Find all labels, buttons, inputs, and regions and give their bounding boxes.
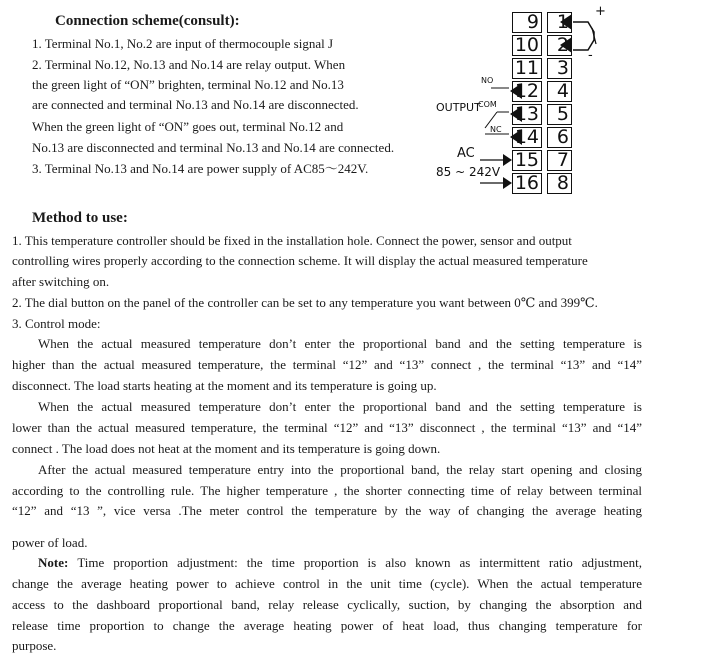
terminal-6: 6 — [547, 127, 572, 148]
terminal-9: 9 — [512, 12, 542, 33]
scheme-line-6: No.13 are disconnected and terminal No.13 and No.14 are connected. — [32, 140, 395, 155]
note-line-5: purpose. — [12, 638, 57, 653]
terminal-2: 2 — [547, 35, 572, 56]
no-label: NO — [481, 76, 494, 85]
com-label: COM — [478, 100, 497, 109]
terminal-15: 15 — [512, 150, 542, 171]
method-line-4: 2. The dial button on the panel of the controller can be set to any temperature you want between 0℃ and 399℃. — [12, 295, 598, 310]
method-line-1: 1. This temperature controller should be fixed in the installation hole. Connect the power, sensor and output — [12, 233, 572, 248]
method-line-13: according to the controlling rule. The higher temperature , the shorter connecting time of relay between terminal — [12, 483, 642, 498]
scheme-line-5: When the green light of “ON” goes out, terminal No.12 and — [32, 119, 344, 134]
terminal-13: 13 — [512, 104, 542, 125]
method-line-14: “12” and “13 ”, vice versa .The meter control the temperature by the way of changing the average heating — [12, 503, 642, 518]
terminal-4: 4 — [547, 81, 572, 102]
method-line-15: power of load. — [12, 535, 88, 550]
ac-label: AC — [457, 146, 475, 161]
method-line-12: After the actual measured temperature entry into the proportional band, the relay start opening and closing — [38, 462, 642, 477]
scheme-line-2: 2. Terminal No.12, No.13 and No.14 are relay output. When — [32, 57, 346, 72]
method-line-9: When the actual measured temperature don’t enter the proportional band and the setting temperature is — [38, 399, 642, 414]
scheme-line-4: are connected and terminal No.13 and No.14 are disconnected. — [32, 97, 359, 112]
method-line-5: 3. Control mode: — [12, 316, 101, 331]
terminal-14: 14 — [512, 127, 542, 148]
terminal-12: 12 — [512, 81, 542, 102]
note-text-1: Time proportion adjustment: the time proportion is also known as intermittent ratio adjustment, — [77, 555, 642, 570]
note-line-3: access to the dashboard proportional band, relay release cyclically, suction, by changing the absorption and — [12, 597, 642, 612]
terminal-5: 5 — [547, 104, 572, 125]
method-line-7: higher than the actual measured temperature, the terminal “12” and “13” connect , the terminal “13” and “14” — [12, 357, 642, 372]
note-label: Note: — [38, 555, 69, 570]
method-line-10: lower than the actual measured temperature, the terminal “12” and “13” disconnect , the terminal “13” and “14” — [12, 420, 642, 435]
terminal-diagram — [430, 4, 610, 194]
plus-label: + — [595, 4, 606, 19]
terminal-16: 16 — [512, 173, 542, 194]
note-line-1 — [38, 553, 642, 573]
terminal-8: 8 — [547, 173, 572, 194]
note-line-2: change the average heating power to achieve control in the unit time (cycle). When the actual temperature — [12, 576, 642, 591]
method-line-2: controlling wires properly according to the connection scheme. It will display the actual measured temperature — [12, 253, 588, 268]
scheme-line-3: the green light of “ON” brighten, terminal No.12 and No.13 — [32, 77, 344, 92]
note-line-4: release time proportion to change the average heating power of heat load, thus changing temperature for — [12, 618, 642, 633]
terminal-3: 3 — [547, 58, 572, 79]
terminal-7: 7 — [547, 150, 572, 171]
method-line-3: after switching on. — [12, 274, 110, 289]
method-title: Method to use: — [32, 210, 128, 226]
scheme-line-1: 1. Terminal No.1, No.2 are input of thermocouple signal J — [32, 36, 334, 51]
method-line-6: When the actual measured temperature don’t enter the proportional band and the setting temperature is — [38, 336, 642, 351]
method-line-8: disconnect. The load starts heating at the moment and its temperature is going up. — [12, 378, 437, 393]
minus-label: - — [588, 48, 593, 63]
terminal-1: 1 — [547, 12, 572, 33]
method-line-11: connect . The load does not heat at the moment and its temperature is going down. — [12, 441, 441, 456]
thermocouple-wire-icon — [570, 14, 605, 58]
output-label: OUTPUT — [436, 101, 481, 114]
terminal-11: 11 — [512, 58, 542, 79]
terminal-10: 10 — [512, 35, 542, 56]
voltage-label: 85 ~ 242V — [436, 165, 501, 179]
nc-label: NC — [490, 125, 502, 134]
scheme-title: Connection scheme(consult): — [55, 13, 240, 29]
relay-wiring-icon — [475, 78, 515, 140]
scheme-line-7: 3. Terminal No.13 and No.14 are power supply of AC85～242V. — [32, 161, 369, 176]
